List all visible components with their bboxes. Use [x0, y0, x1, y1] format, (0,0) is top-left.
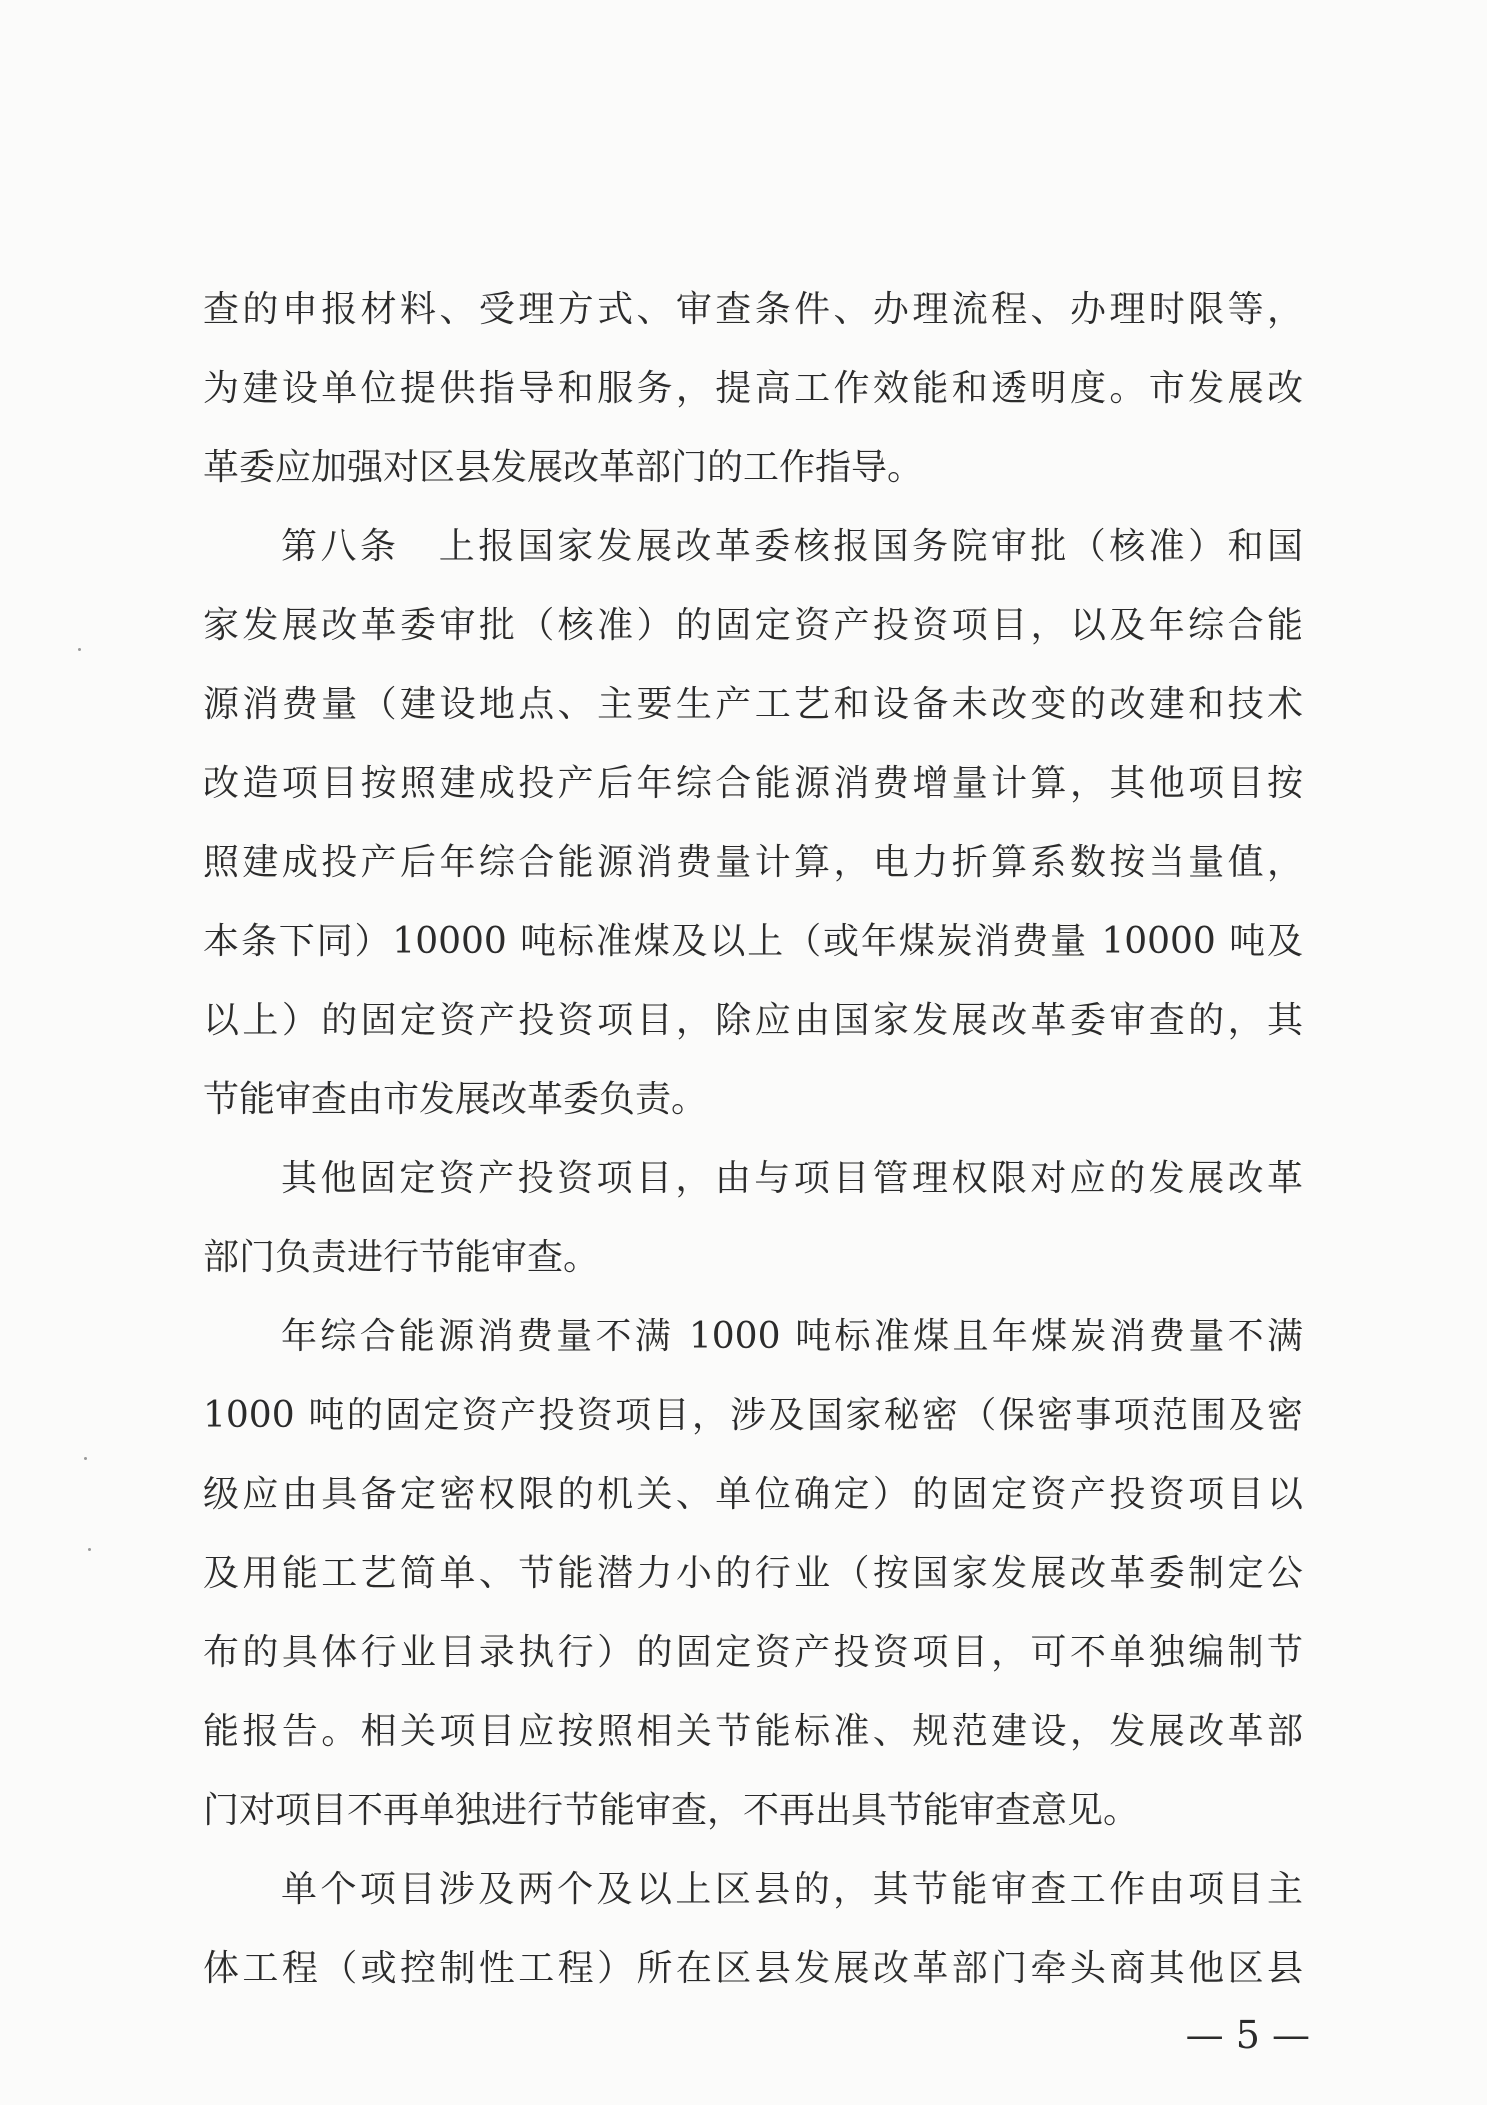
- text-line-14: 年综合能源消费量不满 1000 吨标准煤且年煤炭消费量不满: [281, 1316, 1303, 1357]
- text-line-2: 为建设单位提供指导和服务，提高工作效能和透明度。市发展改: [203, 368, 1303, 409]
- text-line-21: 单个项目涉及两个及以上区县的，其节能审查工作由项目主: [281, 1869, 1303, 1910]
- text-line-6: 源消费量（建设地点、主要生产工艺和设备未改变的改建和技术: [203, 684, 1303, 725]
- text-line-9: 本条下同）10000 吨标准煤及以上（或年煤炭消费量 10000 吨及: [203, 921, 1303, 962]
- scan-speck: [88, 1548, 91, 1551]
- text-line-5: 家发展改革委审批（核准）的固定资产投资项目，以及年综合能: [203, 605, 1303, 646]
- text-line-3: 革委应加强对区县发展改革部门的工作指导。: [203, 447, 924, 488]
- text-line-10: 以上）的固定资产投资项目，除应由国家发展改革委审查的，其: [203, 1000, 1303, 1041]
- text-line-20: 门对项目不再单独进行节能审查，不再出具节能审查意见。: [203, 1790, 1140, 1831]
- scan-speck: [84, 1457, 87, 1460]
- text-line-12: 其他固定资产投资项目，由与项目管理权限对应的发展改革: [281, 1158, 1303, 1199]
- text-line-7: 改造项目按照建成投产后年综合能源消费增量计算，其他项目按: [203, 763, 1303, 804]
- scan-speck: [78, 648, 81, 651]
- text-line-1: 查的申报材料、受理方式、审查条件、办理流程、办理时限等，: [203, 289, 1303, 330]
- page-number: — 5 —: [1185, 2013, 1310, 2057]
- text-line-17: 及用能工艺简单、节能潜力小的行业（按国家发展改革委制定公: [203, 1553, 1303, 1594]
- text-line-15: 1000 吨的固定资产投资项目，涉及国家秘密（保密事项范围及密: [203, 1395, 1303, 1436]
- text-line-13: 部门负责进行节能审查。: [203, 1237, 600, 1278]
- text-line-19: 能报告。相关项目应按照相关节能标准、规范建设，发展改革部: [203, 1711, 1303, 1752]
- text-line-8: 照建成投产后年综合能源消费量计算，电力折算系数按当量值，: [203, 842, 1303, 883]
- text-line-16: 级应由具备定密权限的机关、单位确定）的固定资产投资项目以: [203, 1474, 1303, 1515]
- text-line-22: 体工程（或控制性工程）所在区县发展改革部门牵头商其他区县: [203, 1948, 1303, 1989]
- text-line-11: 节能审查由市发展改革委负责。: [203, 1079, 708, 1120]
- text-line-18: 布的具体行业目录执行）的固定资产投资项目，可不单独编制节: [203, 1632, 1303, 1673]
- article-8-heading-line: 第八条 上报国家发展改革委核报国务院审批（核准）和国: [281, 526, 1303, 567]
